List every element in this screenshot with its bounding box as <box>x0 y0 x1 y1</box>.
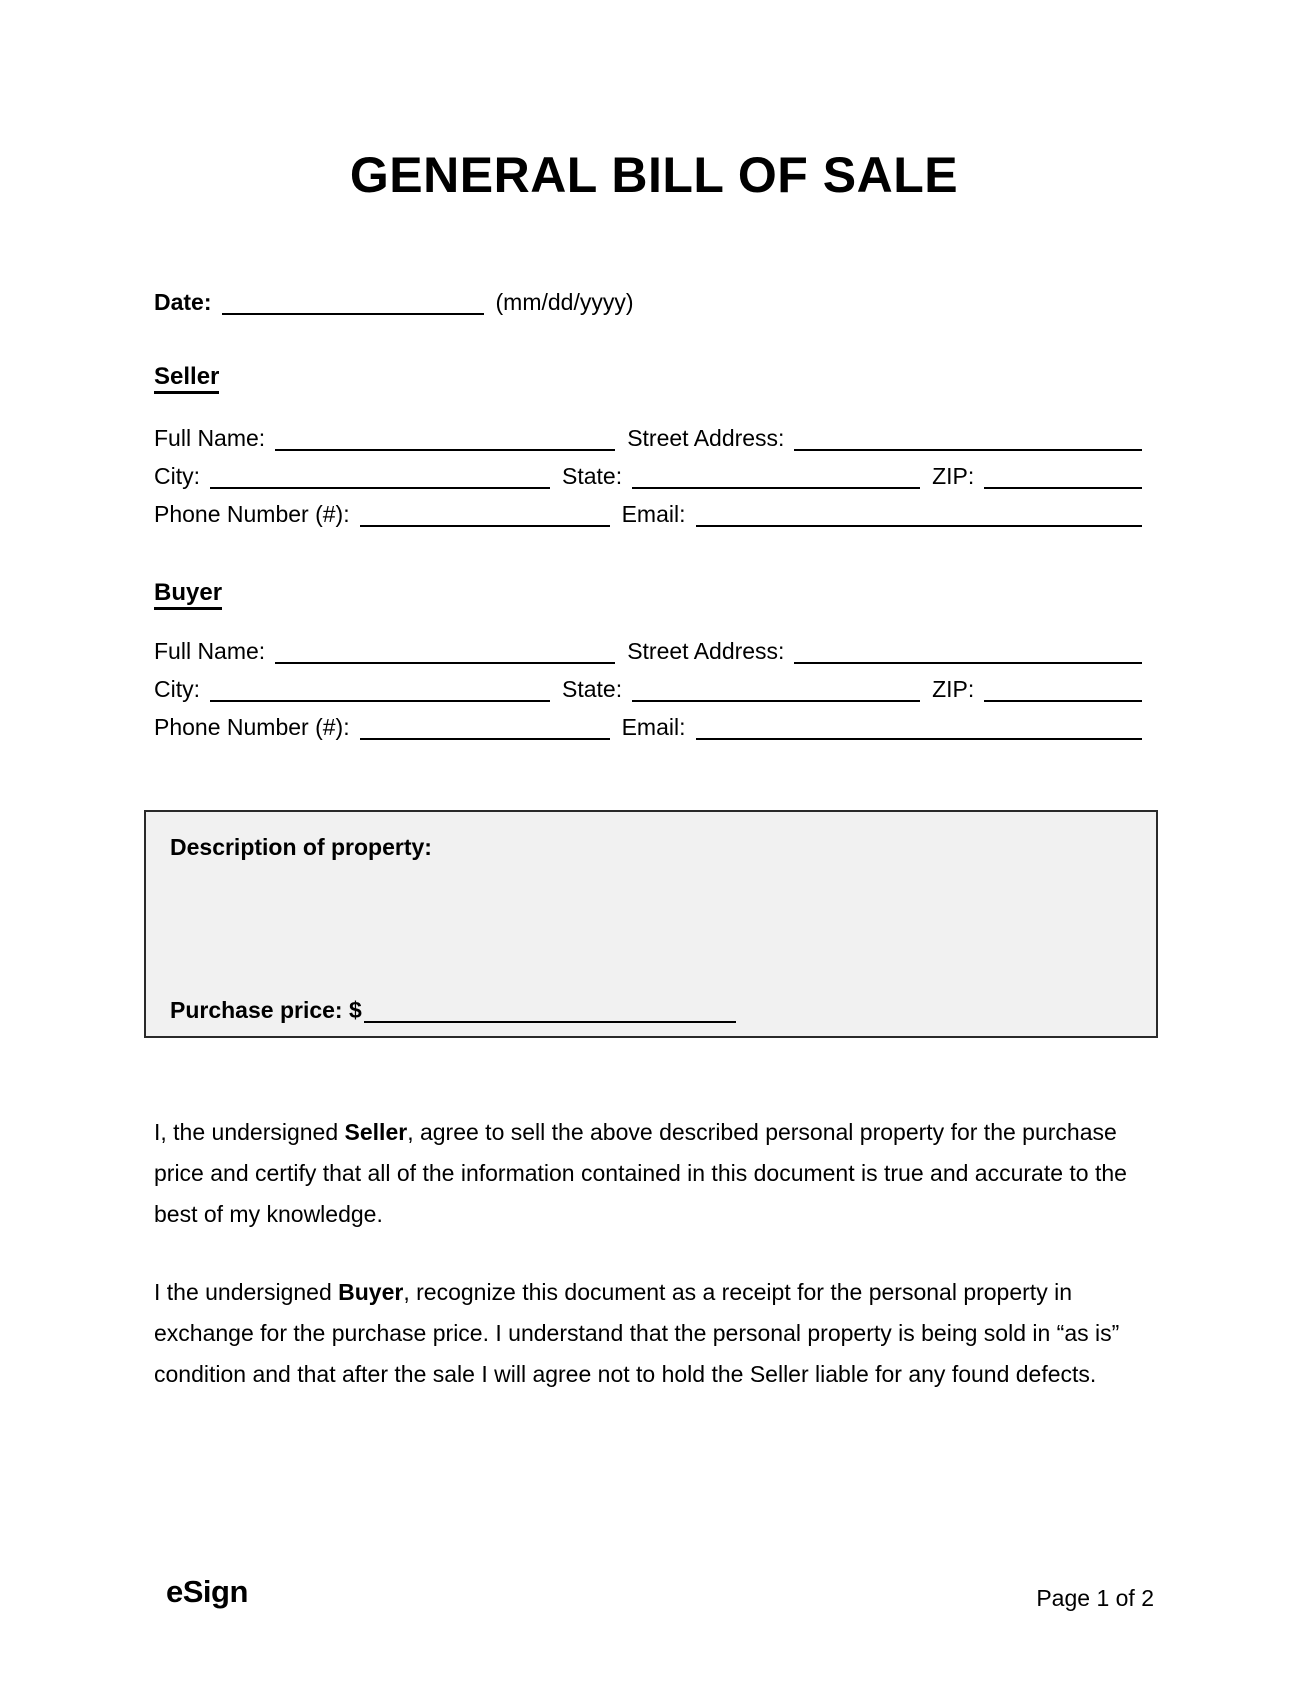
esign-logo: eSign <box>166 1574 248 1609</box>
buyer-zip-label: ZIP: <box>932 676 975 702</box>
buyer-street-address-blank[interactable] <box>794 661 1142 664</box>
buyer-paragraph-prefix: I the undersigned <box>154 1279 339 1305</box>
buyer-street-address-label: Street Address: <box>627 638 785 664</box>
seller-paragraph-bold-word: Seller <box>344 1119 408 1145</box>
buyer-email-blank[interactable] <box>696 737 1143 740</box>
property-description-box <box>144 810 1158 1038</box>
buyer-full-name-blank[interactable] <box>275 661 615 664</box>
buyer-state-blank[interactable] <box>632 699 920 702</box>
page-indicator: Page 1 of 2 <box>1036 1585 1154 1611</box>
buyer-phone-blank[interactable] <box>360 737 610 740</box>
seller-city-row <box>154 462 1154 492</box>
seller-email-label: Email: <box>621 501 686 527</box>
description-of-property-blank[interactable] <box>170 872 1132 1002</box>
seller-state-blank[interactable] <box>632 486 920 489</box>
seller-phone-blank[interactable] <box>360 524 610 527</box>
seller-city-label: City: <box>154 463 200 489</box>
buyer-paragraph-rest: , recognize this document as a receipt for the personal property in exchange for the purchase price. I understand that the personal property is being sold in “as is” condition and that after the sale I will agree not to hold the Seller liable for any found defects. <box>154 1279 1120 1387</box>
date-row <box>154 288 1154 318</box>
buyer-phone-row <box>154 713 1154 743</box>
seller-zip-blank[interactable] <box>984 486 1142 489</box>
buyer-phone-label: Phone Number (#): <box>154 714 350 740</box>
purchase-price-label: Purchase price: $ <box>170 997 362 1023</box>
buyer-city-blank[interactable] <box>210 699 550 702</box>
buyer-state-label: State: <box>562 676 623 702</box>
description-of-property-label: Description of property: <box>170 834 432 860</box>
buyer-full-name-label: Full Name: <box>154 638 266 664</box>
seller-state-label: State: <box>562 463 623 489</box>
buyer-email-label: Email: <box>621 714 686 740</box>
buyer-section-heading: Buyer <box>154 580 222 610</box>
seller-full-name-blank[interactable] <box>275 448 615 451</box>
seller-agreement-paragraph <box>154 1112 1158 1235</box>
seller-city-blank[interactable] <box>210 486 550 489</box>
seller-zip-label: ZIP: <box>932 463 975 489</box>
seller-paragraph-prefix: I, the undersigned <box>154 1119 345 1145</box>
seller-paragraph-rest: , agree to sell the above described personal property for the purchase price and certify that all of the information contained in this document is true and accurate to the best of my knowledge. <box>154 1119 1127 1227</box>
seller-street-address-blank[interactable] <box>794 448 1142 451</box>
seller-email-blank[interactable] <box>696 524 1143 527</box>
buyer-zip-blank[interactable] <box>984 699 1142 702</box>
date-format-hint: (mm/dd/yyyy) <box>495 289 634 315</box>
buyer-name-row <box>154 637 1154 667</box>
date-field-blank[interactable] <box>222 312 484 315</box>
seller-street-address-label: Street Address: <box>627 425 785 451</box>
seller-name-row <box>154 424 1154 454</box>
seller-section-heading: Seller <box>154 364 219 394</box>
seller-full-name-label: Full Name: <box>154 425 266 451</box>
purchase-price-blank[interactable] <box>364 1020 736 1023</box>
seller-phone-row <box>154 500 1154 530</box>
buyer-paragraph-bold-word: Buyer <box>338 1279 404 1305</box>
buyer-agreement-paragraph <box>154 1272 1158 1395</box>
purchase-price-row <box>170 997 736 1024</box>
date-label: Date: <box>154 289 212 315</box>
buyer-city-row <box>154 675 1154 705</box>
buyer-city-label: City: <box>154 676 200 702</box>
seller-phone-label: Phone Number (#): <box>154 501 350 527</box>
page-title: GENERAL BILL OF SALE <box>349 147 959 203</box>
